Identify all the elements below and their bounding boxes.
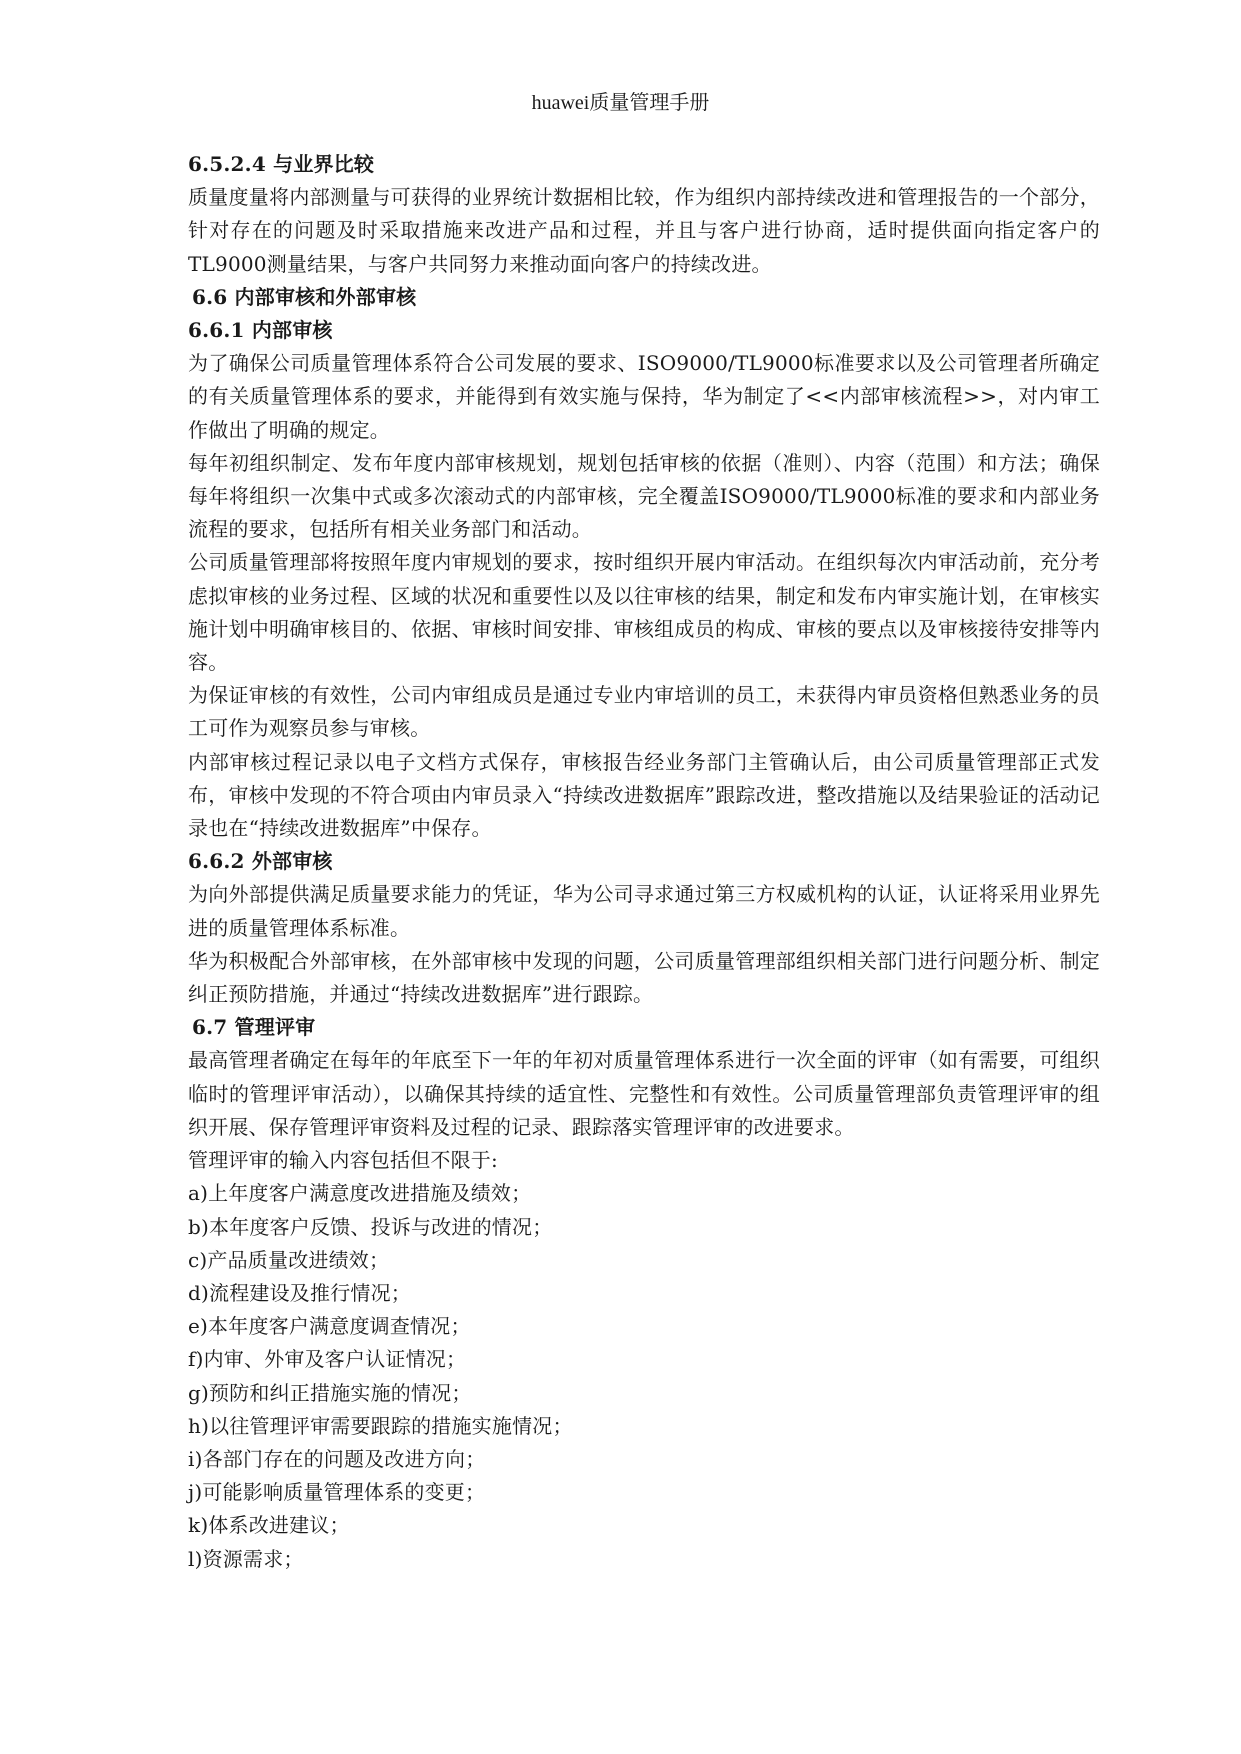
paragraph-management-review-1: 最高管理者确定在每年的年底至下一年的年初对质量管理体系进行一次全面的评审（如有需要，可组织临时的管理评审活动），以确保其持续的适宜性、完整性和有效性。公司质量管理部负责管理评审的组织开展、保存管理评审资料及过程的记录、跟踪落实管理评审的改进要求。 xyxy=(188,1048,1100,1139)
paragraph-internal-audit-1: 为了确保公司质量管理体系符合公司发展的要求、ISO9000/TL9000标准要求以及公司管理者所确定的有关质量管理体系的要求，并能得到有效实施与保持，华为制定了<<内部审核流程>>，对内审工作做出了明确的规定。 xyxy=(188,351,1100,442)
review-input-list xyxy=(188,1177,1100,1575)
list-item: d)流程建设及推行情况； xyxy=(188,1280,412,1305)
paragraph-internal-audit-2: 每年初组织制定、发布年度内部审核规划，规划包括审核的依据（准则）、内容（范围）和方法；确保每年将组织一次集中式或多次滚动式的内部审核，完全覆盖ISO9000/TL9000标准的要求和内部业务流程的要求，包括所有相关业务部门和活动。 xyxy=(188,450,1100,542)
list-item: b)本年度客户反馈、投诉与改进的情况； xyxy=(188,1214,553,1239)
list-item: f)内审、外审及客户认证情况； xyxy=(188,1347,467,1372)
page-header-title: huawei质量管理手册 xyxy=(531,92,710,114)
list-item: g)预防和纠正措施实施的情况； xyxy=(188,1380,472,1405)
paragraph-internal-audit-5: 内部审核过程记录以电子文档方式保存，审核报告经业务部门主管确认后，由公司质量管理部正式发布，审核中发现的不符合项由内审员录入“持续改进数据库”跟踪改进，整改措施以及结果验证的活动记录也在“持续改进数据库”中保存。 xyxy=(188,749,1100,841)
list-item: k)体系改进建议； xyxy=(188,1513,350,1538)
list-item: a)上年度客户满意度改进措施及绩效； xyxy=(188,1181,532,1206)
paragraph-internal-audit-3: 公司质量管理部将按照年度内审规划的要求，按时组织开展内审活动。在组织每次内审活动前，充分考虑拟审核的业务过程、区域的状况和重要性以及以往审核的结果，制定和发布内审实施计划，在审核实施计划中明确审核目的、依据、审核时间安排、审核组成员的构成、审核的要点以及审核接待安排等内容。 xyxy=(188,550,1100,675)
heading-6-6: 6.6 内部审核和外部审核 xyxy=(192,284,417,309)
list-item: j)可能影响质量管理体系的变更； xyxy=(188,1480,486,1505)
list-item: h)以往管理评审需要跟踪的措施实施情况； xyxy=(188,1413,573,1438)
list-item: c)产品质量改进绩效； xyxy=(188,1247,390,1272)
heading-6-6-2: 6.6.2 外部审核 xyxy=(188,849,333,874)
heading-6-6-1: 6.6.1 内部审核 xyxy=(188,318,333,343)
paragraph-external-audit-1: 为向外部提供满足质量要求能力的凭证，华为公司寻求通过第三方权威机构的认证，认证将采用业界先进的质量管理体系标准。 xyxy=(188,882,1100,940)
document-body xyxy=(188,148,1100,1576)
list-item: e)本年度客户满意度调查情况； xyxy=(188,1314,471,1339)
paragraph-internal-audit-4: 为保证审核的有效性，公司内审组成员是通过专业内审培训的员工，未获得内审员资格但熟悉业务的员工可作为观察员参与审核。 xyxy=(188,683,1100,741)
paragraph-industry-comparison: 质量度量将内部测量与可获得的业界统计数据相比较，作为组织内部持续改进和管理报告的一个部分，针对存在的问题及时采取措施来改进产品和过程，并且与客户进行协商，适时提供面向指定客户的TL9000测量结果，与客户共同努力来推动面向客户的持续改进。 xyxy=(188,185,1100,276)
paragraph-management-review-2: 管理评审的输入内容包括但不限于: xyxy=(188,1148,498,1173)
list-item: i)各部门存在的问题及改进方向； xyxy=(188,1446,486,1471)
heading-6-5-2-4: 6.5.2.4 与业界比较 xyxy=(188,152,375,176)
paragraph-external-audit-2: 华为积极配合外部审核，在外部审核中发现的问题，公司质量管理部组织相关部门进行问题分析、制定纠正预防措施，并通过“持续改进数据库”进行跟踪。 xyxy=(188,948,1100,1007)
heading-6-7: 6.7 管理评审 xyxy=(192,1015,316,1040)
list-item: l)资源需求； xyxy=(188,1546,304,1571)
